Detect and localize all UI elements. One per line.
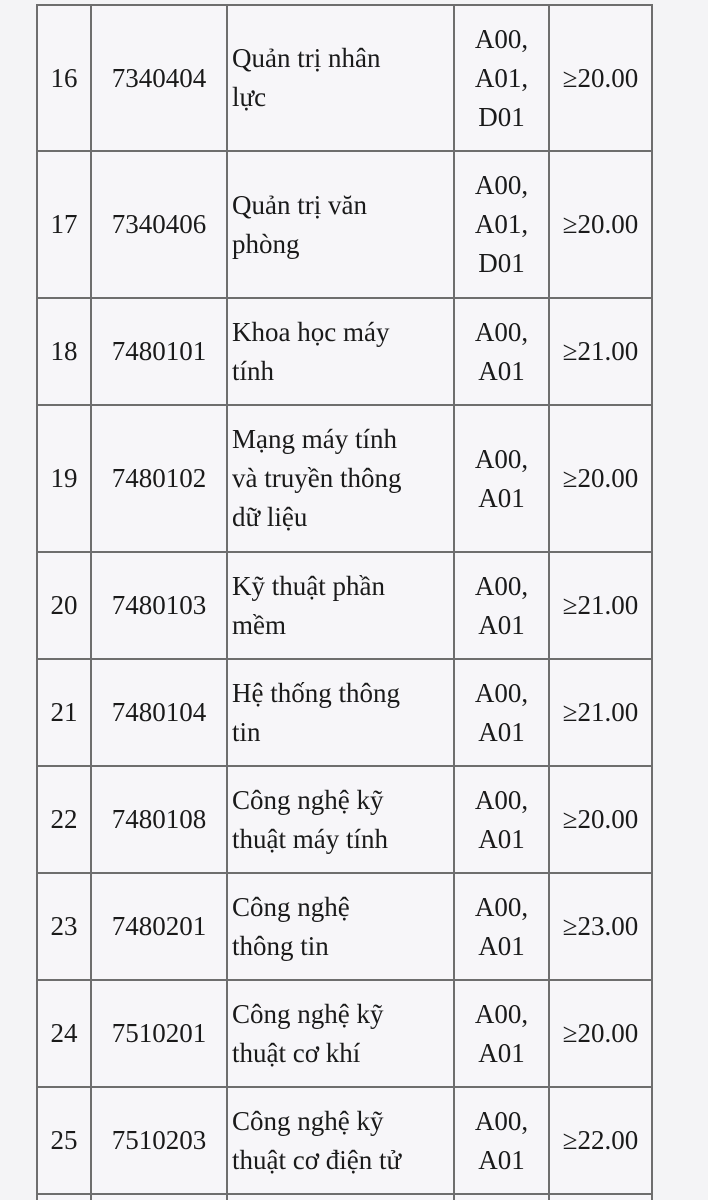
table-row-partial [37,1194,652,1200]
major-name-cell [227,659,454,766]
subject-combination-cell [454,766,549,873]
threshold-score-cell: ≥20.00 [549,405,652,552]
major-name-cell [227,5,454,151]
major-code-cell: 7480103 [91,552,227,659]
major-code-cell: 7340406 [91,151,227,298]
subject-combination-line: A00, [474,170,529,200]
threshold-score-cell: ≥21.00 [549,659,652,766]
major-name-cell [227,552,454,659]
threshold-score-cell: ≥20.00 [549,151,652,298]
subject-combination-line: A01 [478,823,525,854]
major-code-cell: 7480108 [91,766,227,873]
major-name-line: tin [232,716,261,747]
empty-cell [227,1194,454,1200]
major-code-cell: 7480102 [91,405,227,552]
subject-combination-line: A00, [474,443,529,474]
major-name-line: Quản trị văn [232,189,367,220]
row-number-cell: 24 [37,980,91,1087]
major-code-cell: 7480104 [91,659,227,766]
table-row [37,766,652,873]
subject-combination-cell [454,405,549,552]
empty-cell [91,1194,227,1200]
subject-combination-line: D01 [478,101,525,132]
row-number-cell: 25 [37,1087,91,1194]
major-name-line: mềm [232,609,286,640]
major-name-line: thuật cơ điện tử [232,1144,402,1175]
major-name-line: Kỹ thuật phần [232,570,385,601]
major-name-cell [227,1087,454,1194]
major-name-line: dữ liệu [232,502,308,532]
major-name-line: tính [232,355,275,386]
subject-combination-line: A00, [474,677,529,708]
threshold-score-cell: ≥20.00 [549,5,652,151]
major-name-cell [227,405,454,552]
table-row [37,980,652,1087]
row-number-cell: 21 [37,659,91,766]
major-name-line: Khoa học máy [232,316,390,347]
table-row [37,1087,652,1194]
subject-combination-line: A01 [478,482,525,513]
row-number-cell: 20 [37,552,91,659]
subject-combination-line: A01 [478,1144,525,1175]
subject-combination-line: A00, [474,316,529,347]
subject-combination-cell [454,659,549,766]
threshold-score-cell: ≥21.00 [549,552,652,659]
major-name-cell [227,766,454,873]
major-code-cell: 7480101 [91,298,227,405]
threshold-score-cell: ≥20.00 [549,980,652,1087]
major-name-line: Công nghệ kỹ [232,1105,384,1136]
subject-combination-line: A00, [474,784,529,815]
major-name-line: Công nghệ kỹ [232,998,384,1029]
subject-combination-line: A00, [474,23,529,54]
subject-combination-line: A01, [474,209,529,239]
row-number-cell: 18 [37,298,91,405]
empty-cell [37,1194,91,1200]
subject-combination-cell [454,552,549,659]
subject-combination-line: A01 [478,930,525,961]
row-number-cell: 16 [37,5,91,151]
threshold-score-cell: ≥22.00 [549,1087,652,1194]
subject-combination-cell [454,298,549,405]
threshold-score-cell: ≥23.00 [549,873,652,980]
subject-combination-cell [454,1087,549,1194]
major-code-cell: 7510201 [91,980,227,1087]
major-name-line: Công nghệ [232,891,350,922]
threshold-score-cell: ≥21.00 [549,298,652,405]
empty-cell [454,1194,549,1200]
subject-combination-line: A00, [474,570,529,601]
table-row [37,405,652,552]
row-number-cell: 19 [37,405,91,552]
subject-combination-cell [454,873,549,980]
major-name-line: thuật máy tính [232,823,388,854]
major-code-cell: 7340404 [91,5,227,151]
subject-combination-line: D01 [478,248,525,278]
subject-combination-cell [454,5,549,151]
threshold-score-cell: ≥20.00 [549,766,652,873]
subject-combination-cell [454,151,549,298]
subject-combination-line: A01 [478,1037,525,1068]
major-name-line: phòng [232,228,300,259]
row-number-cell: 23 [37,873,91,980]
table-row [37,5,652,151]
table-row [37,873,652,980]
admissions-table [36,4,653,1200]
subject-combination-line: A01, [474,62,529,93]
subject-combination-line: A00, [474,1105,529,1136]
major-code-cell: 7480201 [91,873,227,980]
table-row [37,552,652,659]
subject-combination-line: A00, [474,891,529,922]
major-name-cell [227,298,454,405]
subject-combination-line: A01 [478,355,525,386]
major-name-line: Công nghệ kỹ [232,784,384,815]
subject-combination-line: A00, [474,998,529,1029]
major-name-line: Quản trị nhân [232,43,381,73]
row-number-cell: 17 [37,151,91,298]
major-name-cell [227,151,454,298]
major-name-line: và truyền thông [232,463,402,493]
major-name-line: lực [232,82,267,112]
major-name-line: Mạng máy tính [232,424,397,454]
row-number-cell: 22 [37,766,91,873]
major-name-line: thông tin [232,930,329,961]
subject-combination-cell [454,980,549,1087]
subject-combination-line: A01 [478,716,525,747]
table-row [37,298,652,405]
major-code-cell: 7510203 [91,1087,227,1194]
major-name-cell [227,873,454,980]
major-name-cell [227,980,454,1087]
table-body [37,5,652,1200]
table-row [37,151,652,298]
major-name-line: Hệ thống thông [232,677,400,708]
subject-combination-line: A01 [478,609,525,640]
table-row [37,659,652,766]
empty-cell [549,1194,652,1200]
major-name-line: thuật cơ khí [232,1037,361,1068]
